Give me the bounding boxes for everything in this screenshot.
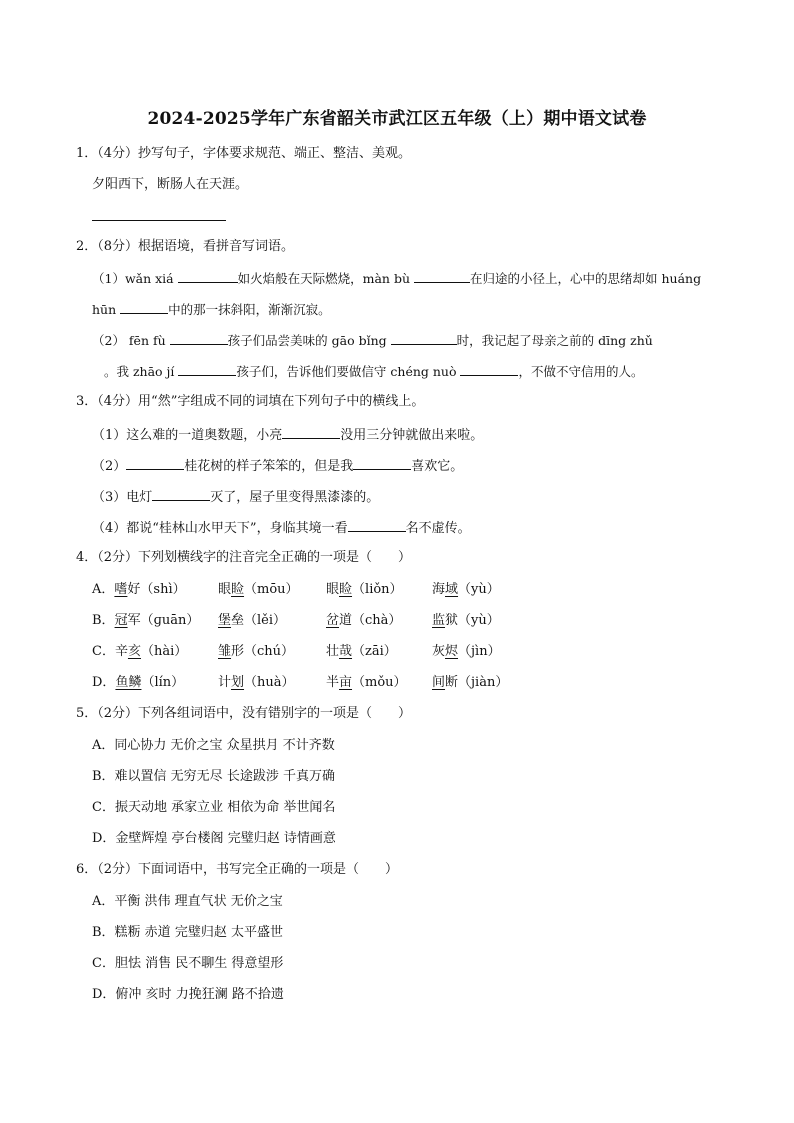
- item-pinyin: 狱（yù）: [445, 613, 500, 628]
- question-5-stem: 5．（2分）下列各组词语中，没有错别字的一项是（ ）: [76, 706, 412, 721]
- item-pinyin: （hài）: [140, 644, 188, 659]
- item-pinyin: （zāi）: [352, 644, 397, 659]
- item-prefix: 半: [326, 675, 340, 690]
- question-4-stem: 4．（2分）下列划横线字的注音完全正确的一项是（ ）: [76, 550, 412, 565]
- question-3-sentence-1: [92, 425, 483, 445]
- answer-blank[interactable]: [126, 456, 184, 470]
- item-pinyin: 断（jiàn）: [445, 675, 509, 690]
- question-3-sentence-2: [92, 456, 463, 476]
- underlined-char: 堡: [218, 613, 232, 628]
- question-4-option-a-item: [218, 581, 299, 599]
- underlined-char: 域: [445, 582, 459, 597]
- question-4-option-d-item: [326, 674, 407, 692]
- question-4-option-c-item: [326, 643, 397, 661]
- item-pinyin: 好（shì）: [127, 582, 186, 597]
- question-4-option-b-item: [432, 612, 500, 630]
- answer-blank[interactable]: [460, 362, 518, 376]
- answer-blank[interactable]: [120, 300, 168, 314]
- underlined-char: 岔: [326, 613, 340, 628]
- question-2-line-1: [92, 269, 701, 288]
- item-pinyin: （mǒu）: [352, 675, 407, 690]
- question-6-stem: 6．（2分）下面词语中，书写完全正确的一项是（ ）: [76, 862, 399, 877]
- answer-blank[interactable]: [282, 425, 340, 439]
- question-4-option-c-item: [218, 643, 294, 661]
- question-2-line-4: [104, 362, 644, 381]
- question-3-sentence-3: [92, 487, 379, 507]
- sentence-text: 喜欢它。: [411, 459, 464, 474]
- sentence-text: 灭了，屋子里变得黑漆漆的。: [210, 490, 380, 505]
- item-prefix: B．: [92, 613, 115, 628]
- underlined-char: 间: [432, 675, 446, 690]
- item-prefix: A．: [92, 582, 115, 597]
- question-4-option-b-item[interactable]: [92, 612, 199, 630]
- question-4-option-b-item: [326, 612, 401, 630]
- question-6-option-b[interactable]: B．糕粝 赤道 完璧归赵 太平盛世: [92, 925, 283, 940]
- item-pinyin: 垒（lěi）: [231, 613, 287, 628]
- question-2-stem: 2．（8分）根据语境，看拼音写词语。: [76, 239, 295, 254]
- item-pinyin: （mōu）: [244, 582, 299, 597]
- question-5-option-a[interactable]: A．同心协力 无价之宝 众星拱月 不计齐数: [92, 738, 335, 753]
- pinyin-text: （1）wǎn xiá: [92, 271, 174, 286]
- item-pinyin: （huà）: [244, 675, 295, 690]
- question-6-option-a[interactable]: A．平衡 洪伟 理直气状 无价之宝: [92, 894, 283, 909]
- item-prefix: 灰: [432, 644, 446, 659]
- answer-blank[interactable]: [414, 269, 470, 283]
- underlined-char: 烬: [445, 644, 459, 659]
- item-pinyin: 道（chà）: [339, 613, 402, 628]
- item-prefix: 计: [218, 675, 232, 690]
- question-3-stem: 3．（4分）用“然”字组成不同的词填在下列句子中的横线上。: [76, 394, 425, 409]
- pinyin-text: hūn: [92, 302, 117, 317]
- underlined-char: 鱼鳞: [115, 675, 142, 690]
- question-5-option-b[interactable]: B．难以置信 无穷无尽 长途跋涉 千真万确: [92, 769, 335, 784]
- underlined-char: 雏: [218, 644, 232, 659]
- question-6-option-d[interactable]: D．俯冲 亥时 力挽狂澜 路不拾遗: [92, 987, 284, 1002]
- answer-blank[interactable]: [353, 456, 411, 470]
- answer-blank[interactable]: [178, 362, 236, 376]
- item-prefix: 壮: [326, 644, 340, 659]
- answer-blank[interactable]: [391, 331, 457, 345]
- question-5-option-c[interactable]: C．振天动地 承家立业 相依为命 举世闻名: [92, 800, 336, 815]
- question-4-option-a-item: [326, 581, 403, 599]
- question-6-option-c[interactable]: C．胆怯 消售 民不聊生 得意望形: [92, 956, 284, 971]
- underlined-char: 冠: [114, 613, 128, 628]
- question-5-option-d[interactable]: D．金壁辉煌 亭台楼阁 完璧归赵 诗情画意: [92, 831, 336, 846]
- context-text: 在归途的小径上，心中的思绪却如 huáng: [470, 271, 702, 286]
- sentence-text: （4）都说“桂林山水甲天下”，身临其境一看: [92, 521, 348, 536]
- item-pinyin: （lín）: [141, 675, 185, 690]
- sentence-text: （1）这么难的一道奥数题，小亮: [92, 428, 283, 443]
- question-1-answer-line[interactable]: [92, 220, 226, 221]
- question-3-sentence-4: [92, 518, 471, 538]
- underlined-char: 亥: [127, 644, 141, 659]
- question-4-option-c-item: [432, 643, 501, 661]
- question-4-option-d-item: [218, 674, 295, 692]
- context-text: 孩子们，告诉他们要做信守 chéng nuò: [236, 364, 457, 379]
- underlined-char: 划: [231, 675, 245, 690]
- item-pinyin: （liǒn）: [352, 582, 403, 597]
- underlined-char: 嗜: [114, 582, 128, 597]
- underlined-char: 睑: [231, 582, 245, 597]
- context-text: 如火焰般在天际燃烧，màn bù: [237, 271, 411, 286]
- question-2-line-3: [92, 331, 653, 350]
- answer-blank[interactable]: [170, 331, 228, 345]
- underlined-char: 哉: [339, 644, 353, 659]
- item-prefix: 眼: [326, 582, 340, 597]
- question-4-option-a-item: [432, 581, 500, 599]
- question-2-line-2: [92, 300, 331, 319]
- item-pinyin: 形（chú）: [231, 644, 295, 659]
- question-1-sentence: 夕阳西下，断肠人在天涯。: [92, 177, 249, 192]
- item-pinyin: （jìn）: [458, 644, 501, 659]
- question-4-option-c-item[interactable]: [92, 643, 187, 661]
- sentence-text: （3）电灯: [92, 490, 153, 505]
- sentence-text: 没用三分钟就做出来啦。: [340, 428, 484, 443]
- answer-blank[interactable]: [178, 269, 238, 283]
- item-pinyin: （yù）: [458, 582, 500, 597]
- item-prefix: D．: [92, 675, 116, 690]
- question-4-option-d-item[interactable]: [92, 674, 184, 692]
- page-title: 2024-2025学年广东省韶关市武江区五年级（上）期中语文试卷: [147, 109, 647, 129]
- context-text: 中的那一抹斜阳，渐渐沉寂。: [168, 302, 331, 317]
- question-4-option-d-item: [432, 674, 508, 692]
- item-prefix: 眼: [218, 582, 232, 597]
- answer-blank[interactable]: [348, 518, 406, 532]
- item-prefix: C．辛: [92, 644, 128, 659]
- context-text: 。我 zhāo jí: [104, 364, 175, 379]
- underlined-char: 亩: [339, 675, 353, 690]
- question-4-option-b-item: [218, 612, 286, 630]
- item-prefix: 海: [432, 582, 446, 597]
- item-pinyin: 军（ɡuān）: [127, 613, 200, 628]
- underlined-char: 监: [432, 613, 446, 628]
- answer-blank[interactable]: [152, 487, 210, 501]
- context-text: 孩子们品尝美味的 gāo bǐng: [227, 333, 387, 348]
- sentence-text: （2）: [92, 459, 127, 474]
- context-text: 时，我记起了母亲之前的 dīng zhǔ: [456, 333, 653, 348]
- underlined-char: 睑: [339, 582, 353, 597]
- pinyin-text: （2） fēn fù: [92, 333, 166, 348]
- sentence-text: 名不虚传。: [405, 521, 471, 536]
- sentence-text: 桂花树的样子笨笨的，但是我: [184, 459, 354, 474]
- question-4-option-a-item[interactable]: [92, 581, 186, 599]
- question-1-stem: 1．（4分）抄写句子，字体要求规范、端正、整洁、美观。: [76, 146, 412, 161]
- context-text: ，不做不守信用的人。: [518, 364, 644, 379]
